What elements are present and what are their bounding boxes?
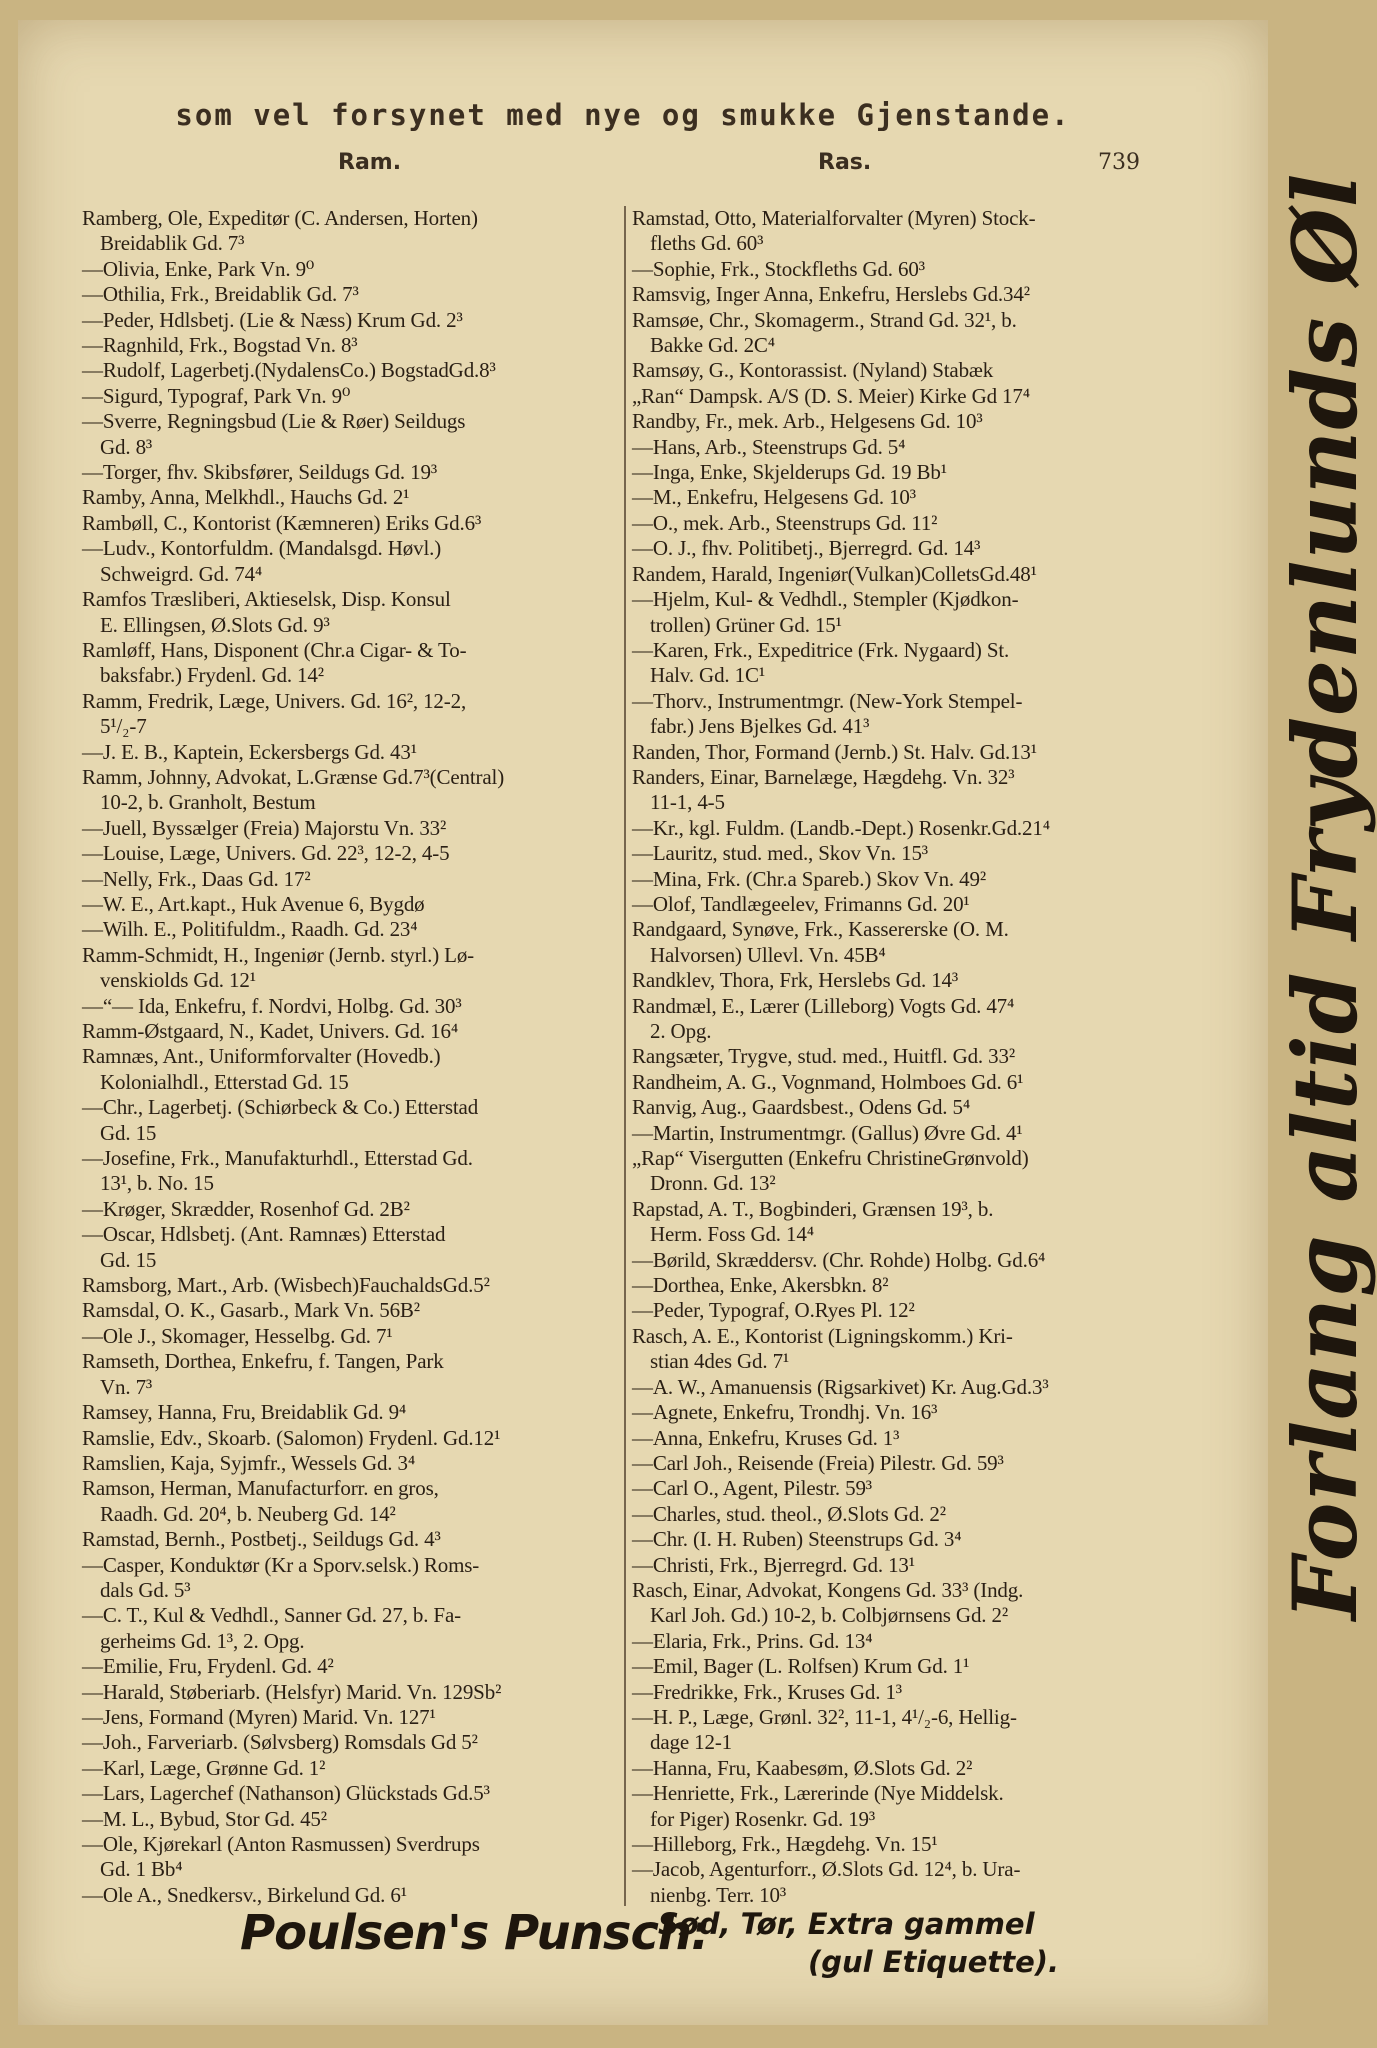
- entry-line: venskiolds Gd. 12¹: [100, 968, 256, 993]
- entry-line: Rasch, Einar, Advokat, Kongens Gd. 33³ (Indg.: [632, 1577, 1024, 1602]
- entry-line: Ramslie, Edv., Skoarb. (Salomon) Frydenl. Gd.12¹: [82, 1425, 501, 1450]
- directory-entry: [632, 1197, 1177, 1248]
- entry-line: E. Ellingsen, Ø.Slots Gd. 9³: [100, 612, 330, 637]
- entry-line: —Peder, Hdlsbetj. (Lie & Næss) Krum Gd. 2³: [82, 307, 463, 332]
- entry-line: —Juell, Byssælger (Freia) Majorstu Vn. 33²: [82, 815, 447, 840]
- entry-line: —Charles, stud. theol., Ø.Slots Gd. 2²: [632, 1501, 946, 1526]
- entry-line: fleths Gd. 60³: [650, 231, 764, 256]
- directory-entry: [632, 816, 1177, 841]
- directory-entry: [82, 740, 642, 765]
- directory-entry: [82, 867, 642, 892]
- directory-page: [18, 20, 1377, 2025]
- guide-word-left: Ram.: [338, 150, 402, 175]
- directory-entry: [632, 1426, 1177, 1451]
- directory-entry: [632, 1273, 1177, 1298]
- entry-line: Ramson, Herman, Manufacturforr. en gros,: [82, 1476, 439, 1501]
- entry-line: Rasch, A. E., Kontorist (Ligningskomm.) Kri-: [632, 1323, 1013, 1348]
- directory-entry: [632, 460, 1177, 485]
- entry-line: —Joh., Farveriarb. (Sølvsberg) Romsdals Gd 5²: [82, 1730, 478, 1755]
- directory-entry: [82, 1095, 642, 1146]
- entry-line: —Krøger, Skrædder, Rosenhof Gd. 2B²: [82, 1196, 410, 1221]
- entry-line: Ramby, Anna, Melkhdl., Hauchs Gd. 2¹: [82, 485, 410, 510]
- directory-entry: [632, 1832, 1177, 1857]
- directory-entry: [82, 1680, 642, 1705]
- directory-entry: [632, 1527, 1177, 1552]
- punsch-ad-line-1: Sød, Tør, Extra gammel: [658, 1907, 1035, 1941]
- page-number: 739: [1098, 150, 1140, 175]
- directory-entry: [82, 1197, 642, 1222]
- directory-entry: [632, 206, 1177, 257]
- directory-entry: [82, 1324, 642, 1349]
- directory-entry: [82, 892, 642, 917]
- entry-line: —Ole A., Snedkersv., Birkelund Gd. 6¹: [82, 1882, 407, 1907]
- entry-line: —O., mek. Arb., Steenstrups Gd. 11²: [632, 510, 938, 535]
- entry-line: Ramm-Schmidt, H., Ingeniør (Jernb. styrl.) Lø-: [82, 942, 475, 967]
- entry-line: —Thorv., Instrumentmgr. (New-York Stempel-: [632, 688, 1023, 713]
- entry-line: —Peder, Typograf, O.Ryes Pl. 12²: [632, 1298, 915, 1323]
- entry-line: Halv. Gd. 1C¹: [650, 663, 765, 688]
- directory-entry: [82, 1781, 642, 1806]
- directory-entry: [632, 765, 1177, 816]
- directory-entry: [82, 206, 642, 257]
- entry-line: Randmæl, E., Lærer (Lilleborg) Vogts Gd. 47⁴: [632, 993, 1015, 1018]
- directory-entry: [82, 1756, 642, 1781]
- entry-line: —“— Ida, Enkefru, f. Nordvi, Holbg. Gd. 30³: [82, 993, 462, 1018]
- entry-line: —A. W., Amanuensis (Rigsarkivet) Kr. Aug.Gd.3³: [632, 1374, 1049, 1399]
- entry-line: —Othilia, Frk., Breidablik Gd. 7³: [82, 282, 359, 307]
- directory-entry: [82, 536, 642, 587]
- entry-line: Ramløff, Hans, Disponent (Chr.a Cigar- & To-: [82, 637, 467, 662]
- entry-line: stian 4des Gd. 7¹: [650, 1349, 790, 1374]
- entry-line: for Piger) Rosenkr. Gd. 19³: [650, 1806, 876, 1831]
- directory-entry: [632, 1756, 1177, 1781]
- directory-entry: [82, 1832, 642, 1883]
- directory-entry: [82, 1146, 642, 1197]
- directory-entry: [82, 1222, 642, 1273]
- directory-entry: [632, 485, 1177, 510]
- directory-entry: [632, 587, 1177, 638]
- entry-line: Gd. 1 Bb⁴: [100, 1857, 183, 1882]
- directory-entry: [632, 536, 1177, 561]
- entry-line: —Kr., kgl. Fuldm. (Landb.-Dept.) Rosenkr.Gd.21⁴: [632, 815, 1050, 840]
- directory-entry: [632, 562, 1177, 587]
- entry-line: „Rap“ Visergutten (Enkefru ChristineGrønvold): [632, 1146, 1029, 1171]
- entry-line: —Emilie, Fru, Frydenl. Gd. 4²: [82, 1654, 334, 1679]
- entry-line: —Ole J., Skomager, Hesselbg. Gd. 7¹: [82, 1323, 393, 1348]
- punsch-advertisement-details: [658, 1905, 1118, 1981]
- entry-line: Ramfos Træsliberi, Aktieselsk, Disp. Konsul: [82, 587, 451, 612]
- entry-line: —Martin, Instrumentmgr. (Gallus) Øvre Gd. 4¹: [632, 1120, 1023, 1145]
- entry-line: Ramsøy, G., Kontorassist. (Nyland) Stabæk: [632, 358, 994, 383]
- directory-entry: [632, 1578, 1177, 1629]
- directory-entry: [82, 1730, 642, 1755]
- directory-entry: [632, 1451, 1177, 1476]
- directory-entry: [82, 943, 642, 994]
- entry-line: Ramsøe, Chr., Skomagerm., Strand Gd. 32¹, b.: [632, 307, 1017, 332]
- directory-entry: [82, 841, 642, 866]
- directory-entry: [632, 1553, 1177, 1578]
- entry-line: —Agnete, Enkefru, Trondhj. Vn. 16³: [632, 1400, 938, 1425]
- directory-entry: [632, 384, 1177, 409]
- entry-line: trollen) Grüner Gd. 15¹: [650, 612, 842, 637]
- directory-entry: [632, 409, 1177, 434]
- entry-line: —Louise, Læge, Univers. Gd. 22³, 12-2, 4-5: [82, 841, 450, 866]
- directory-entry: [632, 1400, 1177, 1425]
- directory-entry: [632, 841, 1177, 866]
- entry-line: —Lars, Lagerchef (Nathanson) Glückstads Gd.5³: [82, 1781, 490, 1806]
- entry-line: —M., Enkefru, Helgesens Gd. 10³: [632, 485, 916, 510]
- directory-entry: [82, 308, 642, 333]
- directory-entry: [82, 1527, 642, 1552]
- entry-line: Rangsæter, Trygve, stud. med., Huitfl. Gd. 33²: [632, 1044, 1015, 1069]
- entry-line: Kolonialhdl., Etterstad Gd. 15: [100, 1069, 349, 1094]
- directory-entry: [632, 968, 1177, 993]
- entry-line: Randheim, A. G., Vognmand, Holmboes Gd. 6¹: [632, 1069, 1024, 1094]
- directory-entry: [632, 867, 1177, 892]
- entry-line: —O. J., fhv. Politibetj., Bjerregrd. Gd. 14³: [632, 536, 981, 561]
- punsch-advertisement: Poulsen's Punsch:: [240, 1905, 710, 1961]
- entry-line: Ramsvig, Inger Anna, Enkefru, Herslebs Gd.34²: [632, 282, 1030, 307]
- directory-entry: [82, 1705, 642, 1730]
- entry-line: Gd. 15: [100, 1120, 157, 1145]
- entry-line: Ramsdal, O. K., Gasarb., Mark Vn. 56B²: [82, 1298, 420, 1323]
- entry-line: Rapstad, A. T., Bogbinderi, Grænsen 19³, b.: [632, 1196, 994, 1221]
- directory-entry: [82, 460, 642, 485]
- entry-line: Ramstad, Otto, Materialforvalter (Myren) Stock-: [632, 206, 1036, 230]
- column-divider: [624, 206, 626, 1906]
- entry-line: Ranvig, Aug., Gaardsbest., Odens Gd. 5⁴: [632, 1095, 971, 1120]
- directory-entry: [82, 485, 642, 510]
- entry-line: Randklev, Thora, Frk, Herslebs Gd. 14³: [632, 968, 959, 993]
- entry-line: Ramsborg, Mart., Arb. (Wisbech)FauchaldsGd.5²: [82, 1273, 490, 1298]
- entry-line: gerheims Gd. 1³, 2. Opg.: [100, 1628, 305, 1653]
- entry-line: —Jacob, Agenturforr., Ø.Slots Gd. 12⁴, b. Ura-: [632, 1857, 1021, 1882]
- header-advertisement: som vel forsynet med nye og smukke Gjenstande.: [175, 98, 1071, 132]
- directory-entry: [632, 689, 1177, 740]
- entry-line: —Christi, Frk., Bjerregrd. Gd. 13¹: [632, 1552, 915, 1577]
- entry-line: —Nelly, Frk., Daas Gd. 17²: [82, 866, 311, 891]
- entry-line: —Hjelm, Kul- & Vedhdl., Stempler (Kjødkon-: [632, 587, 1019, 612]
- directory-entry: [82, 765, 642, 816]
- entry-line: —Oscar, Hdlsbetj. (Ant. Ramnæs) Etterstad: [82, 1222, 446, 1247]
- entry-line: —Anna, Enkefru, Kruses Gd. 1³: [632, 1425, 900, 1450]
- entry-line: —Olof, Tandlægeelev, Frimanns Gd. 20¹: [632, 891, 970, 916]
- entry-line: „Ran“ Dampsk. A/S (D. S. Meier) Kirke Gd 17⁴: [632, 383, 1030, 408]
- entry-line: Ramseth, Dorthea, Enkefru, f. Tangen, Park: [82, 1349, 444, 1374]
- directory-entry: [632, 1146, 1177, 1197]
- directory-entry: [82, 1273, 642, 1298]
- entry-line: dage 12-1: [650, 1730, 733, 1755]
- directory-entry: [632, 435, 1177, 460]
- directory-entry: [82, 1603, 642, 1654]
- entry-line: —Sophie, Frk., Stockfleths Gd. 60³: [632, 256, 925, 281]
- vertical-ad-text: Forlang altid Frydenlunds Øl: [1273, 172, 1377, 1620]
- entry-line: —Hilleborg, Frk., Hægdehg. Vn. 15¹: [632, 1832, 938, 1856]
- directory-entry: [82, 689, 642, 740]
- directory-entry: [82, 1044, 642, 1095]
- directory-entry: [82, 1654, 642, 1679]
- directory-entry: [632, 1044, 1177, 1069]
- entry-line: Gd. 8³: [100, 434, 153, 459]
- entry-line: —Sigurd, Typograf, Park Vn. 9⁰: [82, 383, 351, 408]
- entry-line: Ramm, Fredrik, Læge, Univers. Gd. 16², 12-2,: [82, 688, 467, 713]
- entry-line: Dronn. Gd. 13²: [650, 1171, 776, 1196]
- directory-entry: [632, 1781, 1177, 1832]
- directory-entry: [82, 1019, 642, 1044]
- entry-line: Vn. 7³: [100, 1374, 153, 1399]
- entry-line: Rambøll, C., Kontorist (Kæmneren) Eriks Gd.6³: [82, 510, 482, 535]
- entry-line: Karl Joh. Gd.) 10-2, b. Colbjørnsens Gd. 2²: [650, 1603, 1008, 1628]
- entry-line: —Hanna, Fru, Kaabesøm, Ø.Slots Gd. 2²: [632, 1755, 973, 1780]
- entry-line: —M. L., Bybud, Stor Gd. 45²: [82, 1806, 327, 1831]
- directory-entry: [632, 1705, 1177, 1756]
- entry-line: 5¹/₂-7: [100, 714, 147, 739]
- entry-line: dals Gd. 5³: [100, 1577, 191, 1602]
- entry-line: 10-2, b. Granholt, Bestum: [100, 790, 316, 815]
- entry-line: Halvorsen) Ullevl. Vn. 45B⁴: [650, 942, 886, 967]
- entry-line: —Jens, Formand (Myren) Marid. Vn. 127¹: [82, 1704, 436, 1729]
- entry-line: 11-1, 4-5: [650, 790, 725, 815]
- entry-line: —Hans, Arb., Steenstrups Gd. 5⁴: [632, 434, 906, 459]
- entry-line: Schweigrd. Gd. 74⁴: [100, 561, 263, 586]
- directory-entry: [632, 358, 1177, 383]
- entry-line: —Rudolf, Lagerbetj.(NydalensCo.) BogstadGd.8³: [82, 358, 496, 383]
- directory-entry: [82, 1400, 642, 1425]
- entry-line: —Henriette, Frk., Lærerinde (Nye Middelsk.: [632, 1781, 1004, 1806]
- entry-line: —Elaria, Frk., Prins. Gd. 13⁴: [632, 1628, 873, 1653]
- entry-line: —W. E., Art.kapt., Huk Avenue 6, Bygdø: [82, 891, 425, 916]
- directory-entry: [82, 638, 642, 689]
- entry-line: Ramberg, Ole, Expeditør (C. Andersen, Horten): [82, 206, 478, 230]
- directory-entry: [82, 1451, 642, 1476]
- directory-entry: [632, 1680, 1177, 1705]
- directory-entry: [632, 994, 1177, 1045]
- directory-entry: [632, 1070, 1177, 1095]
- entry-line: 2. Opg.: [650, 1019, 712, 1043]
- directory-entry: [82, 1349, 642, 1400]
- entry-line: baksfabr.) Frydenl. Gd. 14²: [100, 663, 324, 688]
- directory-entry: [82, 333, 642, 358]
- directory-entry: [632, 511, 1177, 536]
- entry-line: —Josefine, Frk., Manufakturhdl., Etterstad Gd.: [82, 1146, 473, 1171]
- directory-entry: [82, 917, 642, 942]
- entry-line: —Ludv., Kontorfuldm. (Mandalsgd. Høvl.): [82, 536, 442, 561]
- directory-entry: [632, 892, 1177, 917]
- directory-entry: [82, 816, 642, 841]
- directory-entry: [82, 384, 642, 409]
- entry-line: —Lauritz, stud. med., Skov Vn. 15³: [632, 841, 928, 866]
- entry-line: —Chr. (I. H. Ruben) Steenstrups Gd. 3⁴: [632, 1527, 962, 1552]
- entry-line: Randgaard, Synøve, Frk., Kassererske (O. M.: [632, 917, 1009, 942]
- directory-entry: [632, 308, 1177, 359]
- entry-line: —H. P., Læge, Grønl. 32², 11-1, 4¹/₂-6, Hellig-: [632, 1704, 1017, 1729]
- directory-entry: [82, 1476, 642, 1527]
- entry-line: —Harald, Støberiarb. (Helsfyr) Marid. Vn. 129Sb²: [82, 1679, 502, 1704]
- entry-line: Ramsey, Hanna, Fru, Breidablik Gd. 9⁴: [82, 1400, 407, 1425]
- entry-line: —Olivia, Enke, Park Vn. 9⁰: [82, 256, 315, 281]
- entry-line: —J. E. B., Kaptein, Eckersbergs Gd. 43¹: [82, 739, 417, 764]
- entry-line: Ramstad, Bernh., Postbetj., Seildugs Gd. 4³: [82, 1527, 441, 1552]
- vertical-advertisement: [1178, 172, 1377, 1620]
- directory-entry: [82, 257, 642, 282]
- entry-line: —Inga, Enke, Skjelderups Gd. 19 Bb¹: [632, 460, 947, 485]
- entry-line: —Dorthea, Enke, Akersbkn. 8²: [632, 1273, 889, 1298]
- directory-entry: [82, 1553, 642, 1604]
- directory-entry: [632, 282, 1177, 307]
- directory-entry: [632, 1298, 1177, 1323]
- directory-entry: [632, 1324, 1177, 1375]
- entry-line: Bakke Gd. 2C⁴: [650, 333, 775, 358]
- entry-line: Ramnæs, Ant., Uniformforvalter (Hovedb.): [82, 1044, 441, 1069]
- entry-line: Herm. Foss Gd. 14⁴: [650, 1222, 814, 1247]
- directory-entry: [632, 1375, 1177, 1400]
- directory-entry: [82, 358, 642, 383]
- directory-entry: [82, 409, 642, 460]
- entry-line: —Wilh. E., Politifuldm., Raadh. Gd. 23⁴: [82, 917, 418, 942]
- directory-entry: [632, 1629, 1177, 1654]
- entry-line: nienbg. Terr. 10³: [650, 1882, 787, 1907]
- entry-line: Gd. 15: [100, 1247, 157, 1272]
- directory-entry: [82, 1426, 642, 1451]
- directory-entry: [632, 740, 1177, 765]
- directory-entry: [632, 1502, 1177, 1527]
- directory-entry: [82, 1807, 642, 1832]
- directory-entry: [632, 638, 1177, 689]
- entry-line: Raadh. Gd. 20⁴, b. Neuberg Gd. 14²: [100, 1501, 396, 1526]
- entry-line: —Fredrikke, Frk., Kruses Gd. 1³: [632, 1679, 902, 1704]
- directory-entry: [632, 1248, 1177, 1273]
- entry-line: Ramslien, Kaja, Syjmfr., Wessels Gd. 3⁴: [82, 1450, 416, 1475]
- punsch-ad-line-2: (gul Etiquette).: [808, 1945, 1060, 1979]
- left-column: [82, 206, 642, 1908]
- entry-line: —Børild, Skræddersv. (Chr. Rohde) Holbg. Gd.6⁴: [632, 1247, 1046, 1272]
- entry-line: fabr.) Jens Bjelkes Gd. 41³: [650, 714, 870, 739]
- entry-line: Ramm-Østgaard, N., Kadet, Univers. Gd. 16⁴: [82, 1019, 459, 1043]
- entry-line: —Casper, Konduktør (Kr a Sporv.selsk.) Roms-: [82, 1552, 480, 1577]
- entry-line: Randen, Thor, Formand (Jernb.) St. Halv. Gd.13¹: [632, 739, 1037, 764]
- directory-entry: [82, 1298, 642, 1323]
- directory-entry: [632, 1857, 1177, 1908]
- entry-line: —Ragnhild, Frk., Bogstad Vn. 8³: [82, 333, 358, 358]
- directory-entry: [632, 257, 1177, 282]
- entry-line: —Karl, Læge, Grønne Gd. 1²: [82, 1755, 326, 1780]
- directory-entry: [82, 994, 642, 1019]
- guide-word-right: Ras.: [818, 150, 872, 175]
- directory-entry: [632, 1121, 1177, 1146]
- entry-line: —Carl O., Agent, Pilestr. 59³: [632, 1476, 872, 1501]
- right-column: [632, 206, 1177, 1908]
- entry-line: Randem, Harald, Ingeniør(Vulkan)ColletsGd.48¹: [632, 561, 1037, 586]
- entry-line: —Emil, Bager (L. Rolfsen) Krum Gd. 1¹: [632, 1654, 970, 1679]
- entry-line: Randers, Einar, Barnelæge, Hægdehg. Vn. 32³: [632, 764, 1015, 789]
- directory-entry: [82, 511, 642, 536]
- directory-entry: [82, 282, 642, 307]
- entry-line: —Chr., Lagerbetj. (Schiørbeck & Co.) Etterstad: [82, 1095, 479, 1120]
- entry-line: Breidablik Gd. 7³: [100, 231, 245, 256]
- directory-entry: [632, 1095, 1177, 1120]
- entry-line: —Ole, Kjørekarl (Anton Rasmussen) Sverdrups: [82, 1832, 480, 1856]
- entry-line: Randby, Fr., mek. Arb., Helgesens Gd. 10³: [632, 409, 983, 434]
- entry-line: —C. T., Kul & Vedhdl., Sanner Gd. 27, b. Fa-: [82, 1603, 461, 1628]
- entry-line: —Mina, Frk. (Chr.a Spareb.) Skov Vn. 49²: [632, 866, 986, 891]
- directory-entry: [632, 917, 1177, 968]
- entry-line: —Carl Joh., Reisende (Freia) Pilestr. Gd. 59³: [632, 1450, 1004, 1475]
- entry-line: —Sverre, Regningsbud (Lie & Røer) Seildugs: [82, 409, 466, 434]
- entry-line: —Karen, Frk., Expeditrice (Frk. Nygaard) St.: [632, 637, 1010, 662]
- directory-entry: [632, 1654, 1177, 1679]
- entry-line: —Torger, fhv. Skibsfører, Seildugs Gd. 19³: [82, 460, 437, 485]
- entry-line: 13¹, b. No. 15: [100, 1171, 214, 1196]
- entry-line: Ramm, Johnny, Advokat, L.Grænse Gd.7³(Central): [82, 764, 505, 789]
- directory-entry: [632, 1476, 1177, 1501]
- directory-entry: [82, 587, 642, 638]
